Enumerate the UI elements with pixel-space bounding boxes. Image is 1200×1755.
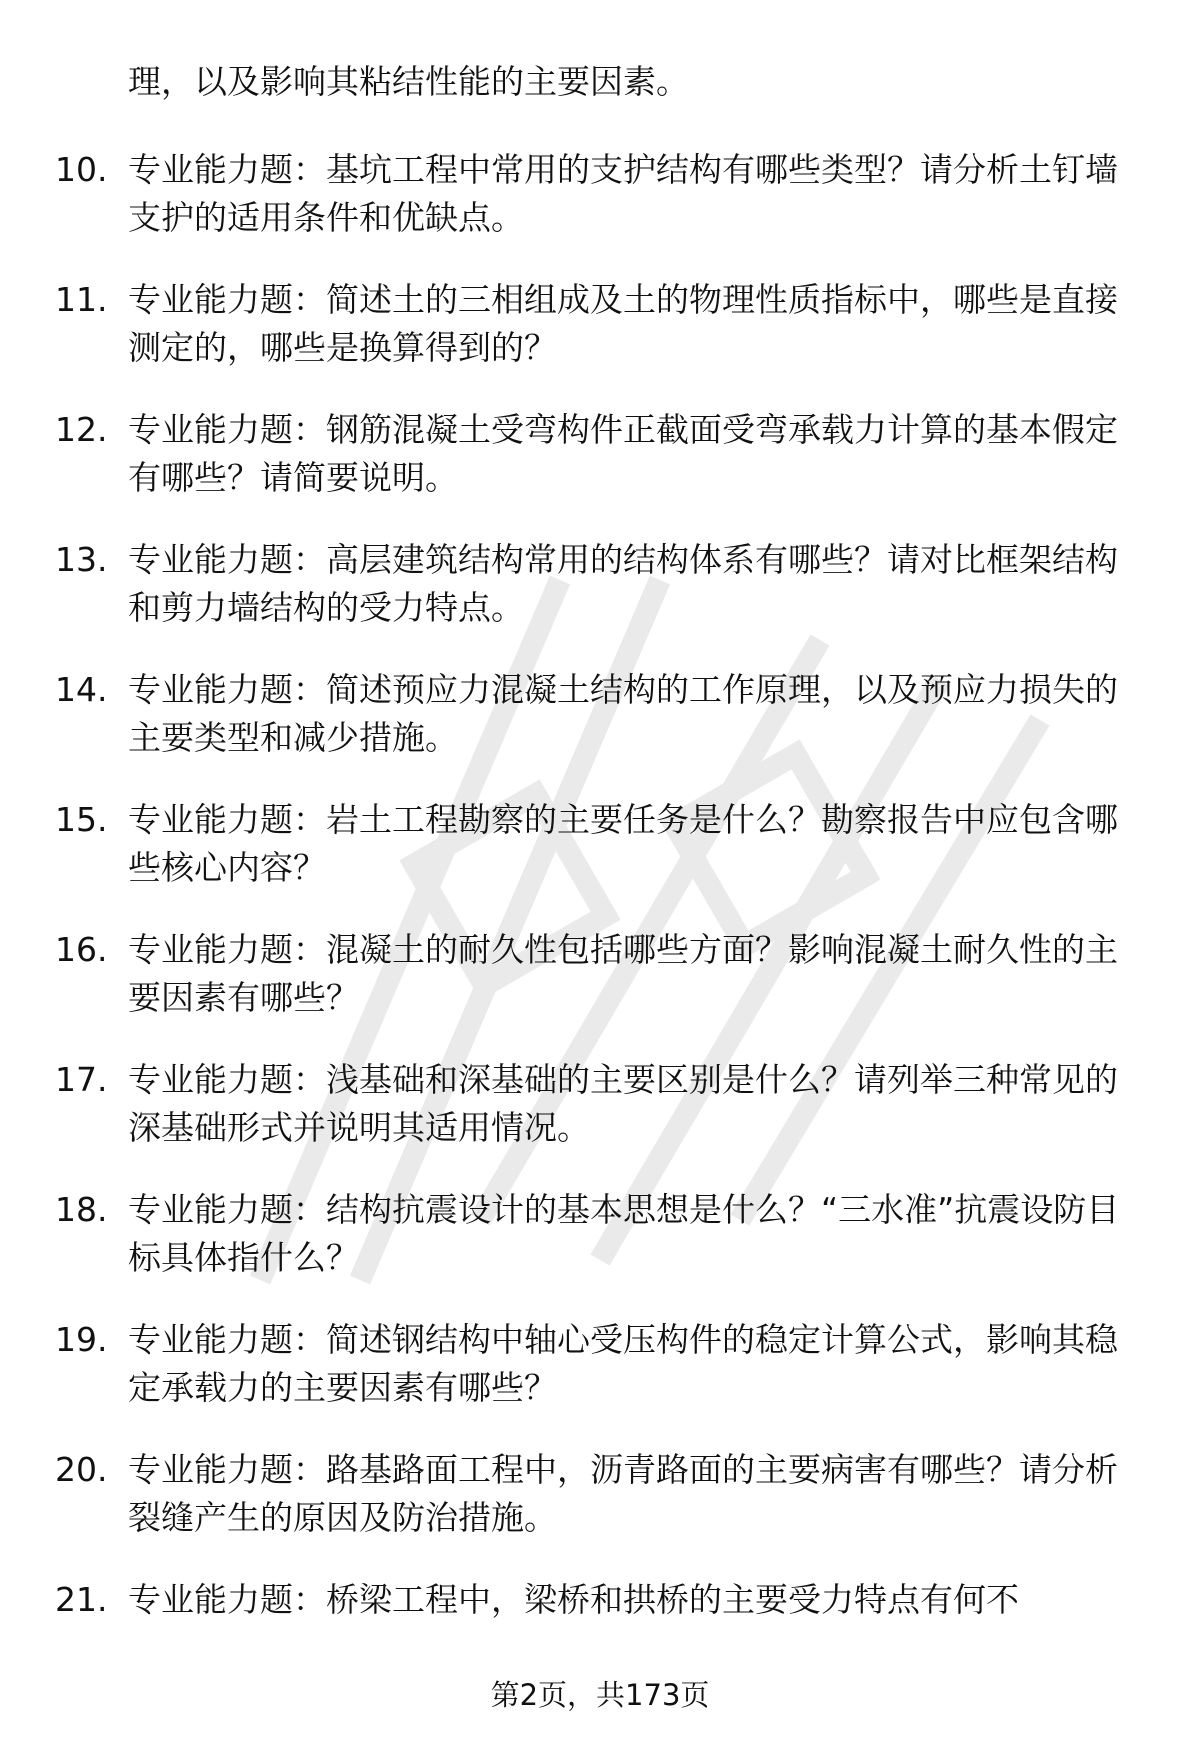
question-text: 专业能力题：浅基础和深基础的主要区别是什么？请列举三种常见的深基础形式并说明其适用情况。 — [128, 1060, 1118, 1147]
question-number: 13. — [55, 540, 108, 579]
question-number: 17. — [55, 1060, 108, 1099]
question-number: 15. — [55, 800, 108, 839]
question-number: 14. — [55, 670, 108, 709]
question-item — [0, 276, 1200, 381]
question-number: 19. — [55, 1320, 108, 1359]
question-item — [0, 796, 1200, 901]
question-item — [0, 406, 1200, 511]
question-text: 专业能力题：简述预应力混凝土结构的工作原理，以及预应力损失的主要类型和减少措施。 — [128, 670, 1118, 757]
question-item — [0, 666, 1200, 771]
question-item — [0, 926, 1200, 1031]
page-footer: 第2页，共173页 — [490, 1678, 710, 1712]
question-text: 专业能力题：钢筋混凝土受弯构件正截面受弯承载力计算的基本假定有哪些？请简要说明。 — [128, 410, 1118, 497]
question-item — [0, 146, 1200, 251]
question-text: 专业能力题：简述土的三相组成及土的物理性质指标中，哪些是直接测定的，哪些是换算得到的？ — [128, 280, 1118, 367]
question-text: 专业能力题：混凝土的耐久性包括哪些方面？影响混凝土耐久性的主要因素有哪些？ — [128, 930, 1118, 1017]
question-text: 专业能力题：路基路面工程中，沥青路面的主要病害有哪些？请分析裂缝产生的原因及防治措施。 — [128, 1450, 1118, 1537]
question-number: 18. — [55, 1190, 108, 1229]
question-number: 11. — [55, 280, 108, 319]
question-list — [0, 146, 1200, 1706]
question-number: 20. — [55, 1450, 108, 1489]
question-item — [0, 1186, 1200, 1291]
continuation-text: 理，以及影响其粘结性能的主要因素。 — [128, 62, 689, 101]
question-item — [0, 536, 1200, 641]
question-text: 专业能力题：基坑工程中常用的支护结构有哪些类型？请分析土钉墙支护的适用条件和优缺点。 — [128, 150, 1118, 237]
question-text: 专业能力题：高层建筑结构常用的结构体系有哪些？请对比框架结构和剪力墙结构的受力特点。 — [128, 540, 1118, 627]
question-text: 专业能力题：简述钢结构中轴心受压构件的稳定计算公式，影响其稳定承载力的主要因素有哪些？ — [128, 1320, 1118, 1407]
question-number: 21. — [55, 1580, 108, 1619]
question-number: 12. — [55, 410, 108, 449]
question-item — [0, 1056, 1200, 1161]
question-item — [0, 1316, 1200, 1421]
question-item — [0, 1576, 1200, 1681]
question-text: 专业能力题：结构抗震设计的基本思想是什么？“三水准”抗震设防目标具体指什么？ — [128, 1190, 1120, 1277]
question-number: 10. — [55, 150, 108, 189]
question-text: 专业能力题：岩土工程勘察的主要任务是什么？勘察报告中应包含哪些核心内容？ — [128, 800, 1118, 887]
question-item — [0, 1446, 1200, 1551]
question-number: 16. — [55, 930, 108, 969]
question-text: 专业能力题：桥梁工程中，梁桥和拱桥的主要受力特点有何不 — [128, 1580, 1019, 1619]
